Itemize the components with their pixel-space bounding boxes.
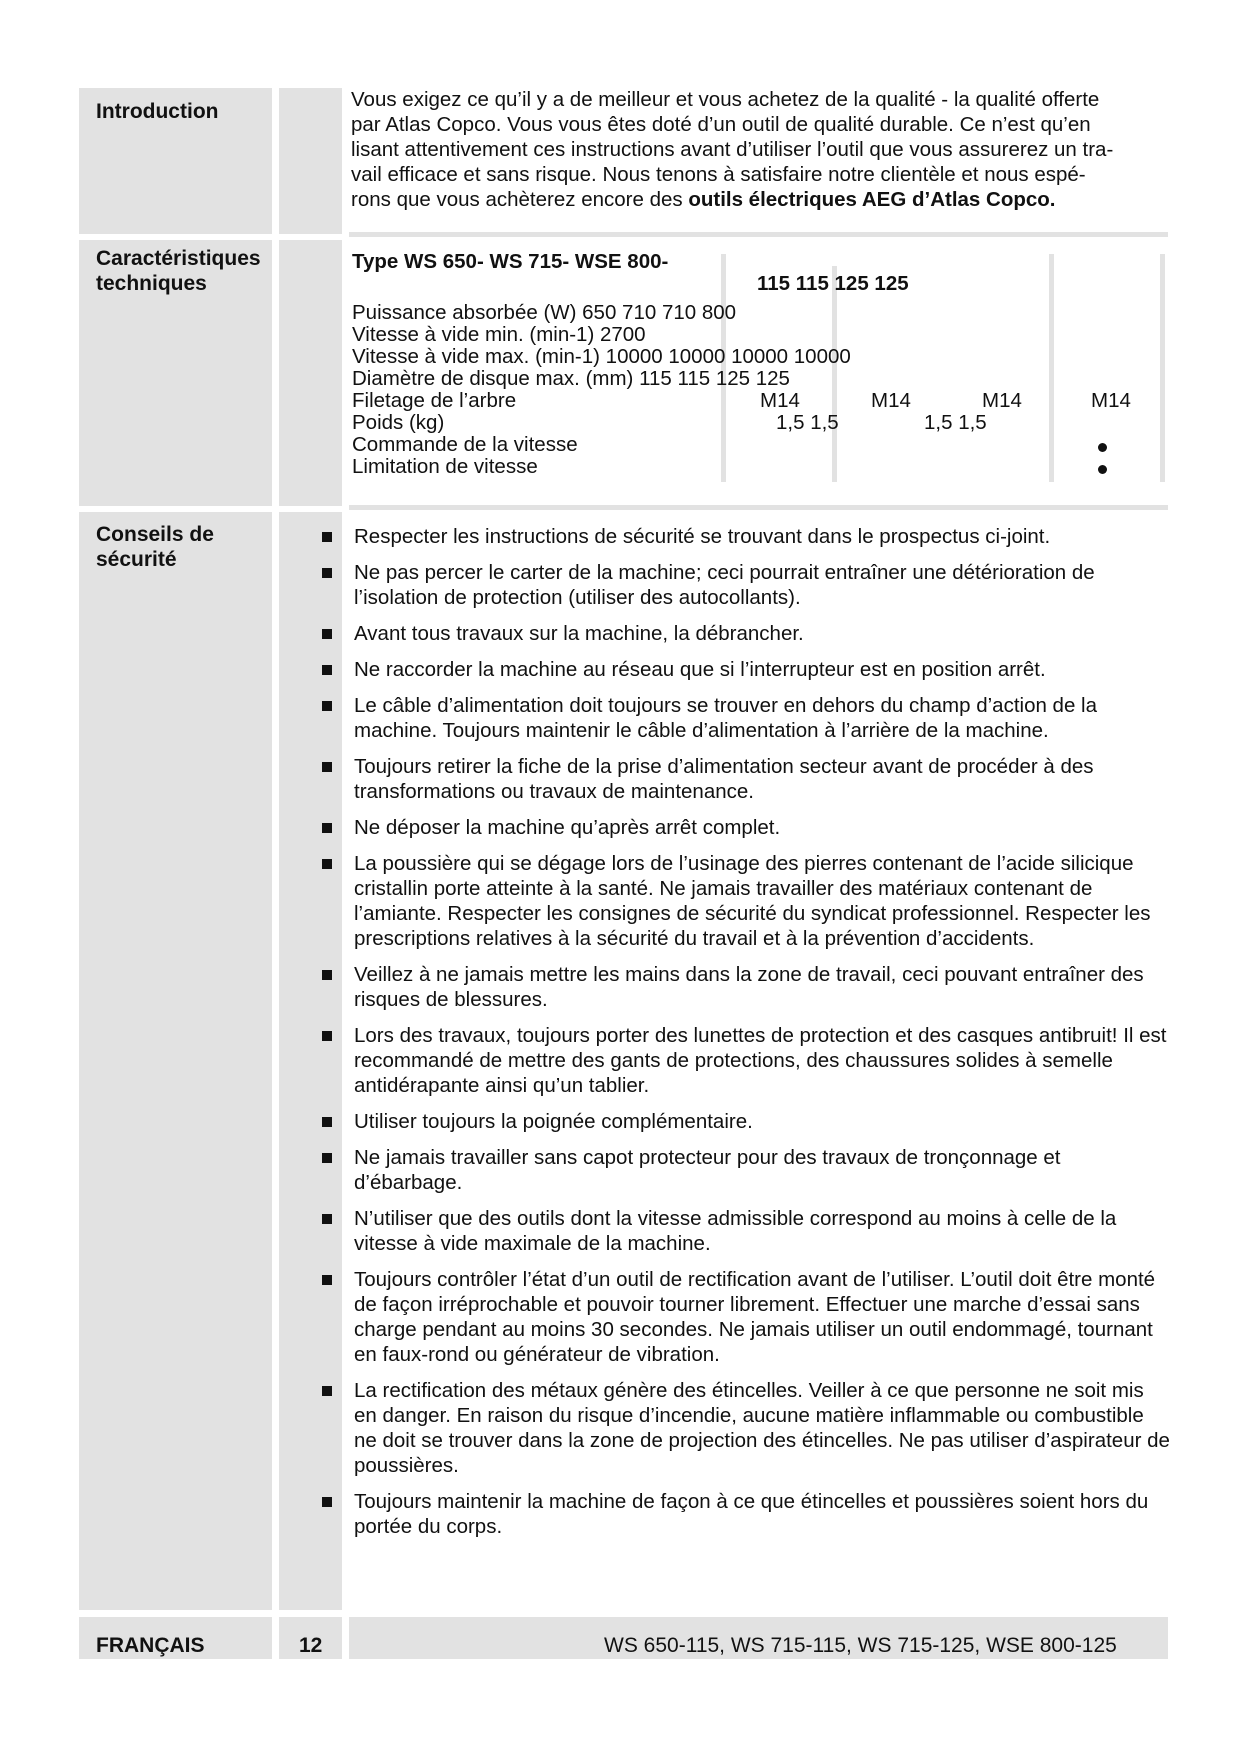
- square-bullet-icon: [322, 568, 332, 578]
- list-item-text: Lors des travaux, toujours porter des lunettes de protection et des casques antibruit! Il est recommandé de mettre des gants de protections, des chaussures solides à semelle antidérapante ainsi qu’un tablier.: [354, 1024, 1167, 1097]
- specs-heading-line: techniques: [96, 272, 207, 295]
- intro-paragraph: [351, 87, 1181, 212]
- list-item: [320, 1267, 1170, 1367]
- square-bullet-icon: [322, 823, 332, 833]
- spec-sizes-header: 115 115 125 125: [757, 272, 909, 295]
- square-bullet-icon: [322, 1153, 332, 1163]
- list-item-text: Toujours retirer la fiche de la prise d’alimentation secteur avant de procéder à des transformations ou travaux de maintenance.: [354, 755, 1094, 803]
- square-bullet-icon: [322, 532, 332, 542]
- page-number: 12: [299, 1634, 323, 1657]
- list-item: [320, 1378, 1170, 1478]
- spec-column-divider: [1160, 254, 1165, 482]
- list-item: [320, 1206, 1170, 1256]
- section-divider: [349, 232, 1168, 237]
- spec-power-row: Puissance absorbée (W) 650 710 710 800: [352, 301, 737, 324]
- list-item-text: Le câble d’alimentation doit toujours se trouver en dehors du champ d’action de la machine. Toujours maintenir le câble d’alimentation à l’arrière de la machine.: [354, 694, 1098, 742]
- section-divider: [349, 505, 1168, 510]
- spec-speed-limit-label: Limitation de vitesse: [352, 455, 538, 478]
- spec-weight-values: 1,5 1,5: [776, 411, 839, 434]
- safety-label-cell: [79, 512, 272, 1610]
- list-item: [320, 962, 1170, 1012]
- list-item: [320, 657, 1170, 682]
- intro-spacer-cell: [279, 88, 342, 234]
- square-bullet-icon: [322, 762, 332, 772]
- footer-models: WS 650-115, WS 715-115, WS 715-125, WSE 800-125: [604, 1634, 1117, 1657]
- list-item-text: La rectification des métaux génère des étincelles. Veiller à ce que personne ne soit mis en danger. En raison du risque d’incendie, aucune matière inflammable ou combustible ne doit se trouver dans la zone de projection des étincelles. Ne pas utiliser d’aspirateur de poussières.: [354, 1379, 1170, 1477]
- intro-line: Vous exigez ce qu’il y a de meilleur et vous achetez de la qualité - la qualité offerte: [351, 88, 1100, 111]
- safety-list: [320, 524, 1170, 1550]
- footer-language: FRANÇAIS: [96, 1634, 205, 1657]
- square-bullet-icon: [322, 1117, 332, 1127]
- list-item-text: Ne raccorder la machine au réseau que si l’interrupteur est en position arrêt.: [354, 658, 1046, 681]
- safety-heading-line: Conseils de: [96, 523, 214, 546]
- spec-type-header: Type WS 650- WS 715- WSE 800-: [352, 250, 669, 273]
- spec-max-speed-row: Vitesse à vide max. (min-1) 10000 10000 10000 10000: [352, 345, 851, 368]
- intro-brand: outils électriques AEG d’Atlas Copco.: [688, 188, 1056, 211]
- list-item: [320, 621, 1170, 646]
- square-bullet-icon: [322, 1275, 332, 1285]
- specs-spacer-cell: [279, 240, 342, 506]
- safety-heading-line: sécurité: [96, 548, 177, 571]
- list-item-text: Respecter les instructions de sécurité se trouvant dans le prospectus ci-joint.: [354, 525, 1051, 548]
- list-item-text: Toujours contrôler l’état d’un outil de rectification avant de l’utiliser. L’outil doit être monté de façon irréprochable et pouvoir tourner librement. Effectuer une marche d’essai sans charge pendant au moins 30 secondes. Ne jamais utiliser un outil endommagé, tournant en faux-rond ou générateur de vibration.: [354, 1268, 1156, 1366]
- list-item-text: La poussière qui se dégage lors de l’usinage des pierres contenant de l’acide silicique cristallin porte atteinte à la santé. Ne jamais travailler des matériaux contenant de l’amiante. Respecter les consignes de sécurité du syndicat professionnel. Respecter les prescriptions relatives à la sécurité du travail et à la prévention d’accidents.: [354, 852, 1151, 950]
- list-item: [320, 754, 1170, 804]
- spec-thread-value: M14: [982, 389, 1022, 412]
- square-bullet-icon: [322, 701, 332, 711]
- intro-text: rons que vous achèterez encore des: [351, 188, 689, 211]
- square-bullet-icon: [322, 1497, 332, 1507]
- spec-disc-diameter-row: Diamètre de disque max. (mm) 115 115 125 125: [352, 367, 790, 390]
- list-item-text: Toujours maintenir la machine de façon à ce que étincelles et poussières soient hors du portée du corps.: [354, 1490, 1149, 1538]
- spec-thread-value: M14: [871, 389, 911, 412]
- list-item-text: N’utiliser que des outils dont la vitesse admissible correspond au moins à celle de la vitesse à vide maximale de la machine.: [354, 1207, 1117, 1255]
- list-item: [320, 524, 1170, 549]
- intro-line: par Atlas Copco. Vous vous êtes doté d’un outil de qualité durable. Ce n’est qu’en: [351, 113, 1091, 136]
- spec-thread-label: Filetage de l’arbre: [352, 389, 517, 412]
- square-bullet-icon: [322, 1214, 332, 1224]
- list-item: [320, 1109, 1170, 1134]
- list-item: [320, 560, 1170, 610]
- square-bullet-icon: [322, 970, 332, 980]
- spec-column-divider: [832, 266, 837, 482]
- square-bullet-icon: [322, 1031, 332, 1041]
- spec-min-speed-row: Vitesse à vide min. (min-1) 2700: [352, 323, 646, 346]
- square-bullet-icon: [322, 629, 332, 639]
- intro-line: vail efficace et sans risque. Nous tenons à satisfaire notre clientèle et nous espé-: [351, 163, 1086, 186]
- spec-thread-value: M14: [760, 389, 800, 412]
- square-bullet-icon: [322, 665, 332, 675]
- square-bullet-icon: [322, 1386, 332, 1396]
- list-item: [320, 1489, 1170, 1539]
- list-item-text: Veillez à ne jamais mettre les mains dans la zone de travail, ceci pouvant entraîner des risques de blessures.: [354, 963, 1144, 1011]
- spec-weight-values: 1,5 1,5: [924, 411, 987, 434]
- list-item: [320, 1023, 1170, 1098]
- list-item: [320, 815, 1170, 840]
- list-item-text: Ne pas percer le carter de la machine; ceci pourrait entraîner une détérioration de l’isolation de protection (utiliser des autocollants).: [354, 561, 1095, 609]
- list-item: [320, 851, 1170, 951]
- spec-speed-control-label: Commande de la vitesse: [352, 433, 578, 456]
- feature-bullet-icon: [1098, 465, 1107, 474]
- spec-column-divider: [1049, 254, 1054, 482]
- square-bullet-icon: [322, 859, 332, 869]
- list-item-text: Ne déposer la machine qu’après arrêt complet.: [354, 816, 781, 839]
- list-item-text: Ne jamais travailler sans capot protecteur pour des travaux de tronçonnage et d’ébarbage.: [354, 1146, 1061, 1194]
- list-item-text: Utiliser toujours la poignée complémentaire.: [354, 1110, 753, 1133]
- specs-heading: [96, 246, 276, 296]
- spec-thread-value: M14: [1091, 389, 1131, 412]
- intro-heading: Introduction: [96, 100, 219, 123]
- safety-heading: [96, 522, 276, 572]
- intro-line: lisant attentivement ces instructions avant d’utiliser l’outil que vous assurerez un tra-: [351, 138, 1114, 161]
- feature-bullet-icon: [1098, 443, 1107, 452]
- specs-heading-line: Caractéristiques: [96, 247, 261, 270]
- intro-line-last: [351, 187, 1181, 212]
- list-item: [320, 1145, 1170, 1195]
- spec-weight-label: Poids (kg): [352, 411, 445, 434]
- list-item: [320, 693, 1170, 743]
- list-item-text: Avant tous travaux sur la machine, la débrancher.: [354, 622, 804, 645]
